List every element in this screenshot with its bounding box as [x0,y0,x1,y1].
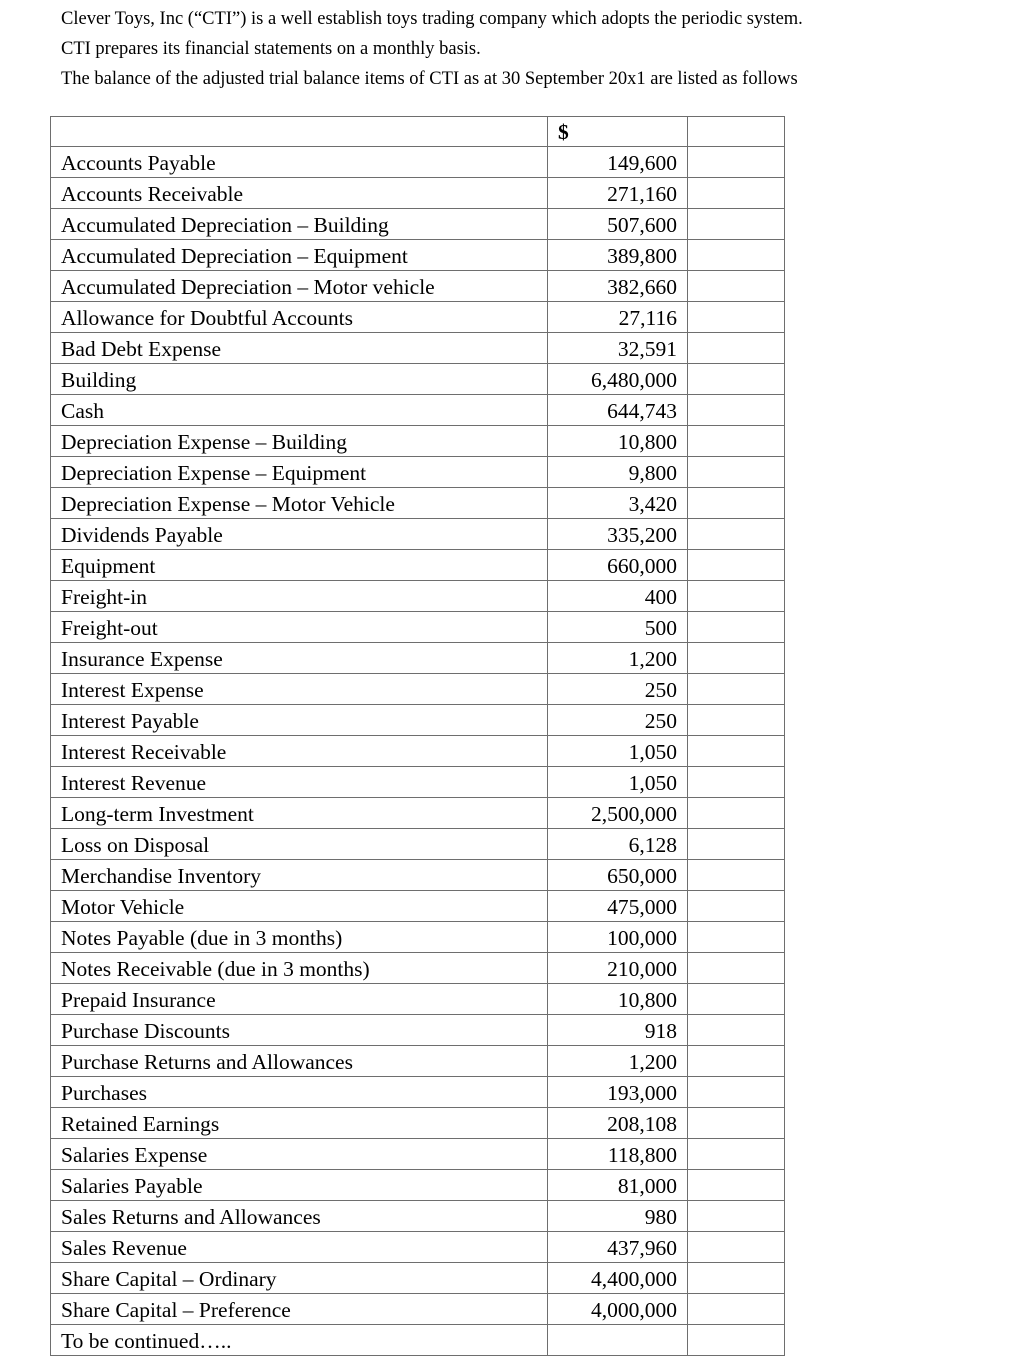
empty-cell [688,1170,785,1201]
empty-cell [688,1139,785,1170]
amount-cell: 382,660 [548,271,688,302]
table-row [51,984,785,1015]
empty-cell [688,736,785,767]
account-name-cell: Purchase Discounts [51,1015,548,1046]
table-row [51,1325,785,1356]
table-row [51,736,785,767]
empty-cell [688,333,785,364]
amount-cell: 400 [548,581,688,612]
table-row [51,767,785,798]
amount-cell: 193,000 [548,1077,688,1108]
empty-cell [688,581,785,612]
account-name-cell: Long-term Investment [51,798,548,829]
account-name-cell: Salaries Payable [51,1170,548,1201]
table-row [51,1139,785,1170]
amount-cell: 271,160 [548,178,688,209]
amount-cell: 1,050 [548,767,688,798]
amount-cell: 500 [548,612,688,643]
empty-cell [688,829,785,860]
table-row [51,488,785,519]
amount-cell: 6,128 [548,829,688,860]
account-name-cell: Interest Expense [51,674,548,705]
account-name-cell: Insurance Expense [51,643,548,674]
account-name-cell: Accumulated Depreciation – Building [51,209,548,240]
amount-cell: 918 [548,1015,688,1046]
header-currency-cell: $ [548,117,688,147]
table-row [51,302,785,333]
table-row [51,1263,785,1294]
amount-cell: 389,800 [548,240,688,271]
amount-cell: 208,108 [548,1108,688,1139]
table-row [51,364,785,395]
account-name-cell: Prepaid Insurance [51,984,548,1015]
account-name-cell: Bad Debt Expense [51,333,548,364]
account-name-cell: Purchase Returns and Allowances [51,1046,548,1077]
amount-cell: 27,116 [548,302,688,333]
empty-cell [688,1263,785,1294]
empty-cell [688,891,785,922]
amount-cell: 335,200 [548,519,688,550]
empty-cell [688,767,785,798]
account-name-cell: Sales Returns and Allowances [51,1201,548,1232]
amount-cell: 250 [548,674,688,705]
amount-cell: 32,591 [548,333,688,364]
table-header-row [51,117,785,147]
account-name-cell: Equipment [51,550,548,581]
intro-line-3: The balance of the adjusted trial balance items of CTI as at 30 September 20x1 are listed as follows [61,69,798,89]
amount-cell: 475,000 [548,891,688,922]
empty-cell [688,612,785,643]
account-name-cell: Interest Receivable [51,736,548,767]
table-row [51,581,785,612]
account-name-cell: Motor Vehicle [51,891,548,922]
account-name-cell: Interest Payable [51,705,548,736]
amount-cell: 250 [548,705,688,736]
table-row [51,674,785,705]
table-row [51,1046,785,1077]
header-account-cell [51,117,548,147]
trial-balance-table [50,116,785,1356]
table-row [51,798,785,829]
empty-cell [688,1015,785,1046]
empty-cell [688,798,785,829]
amount-cell: 1,050 [548,736,688,767]
amount-cell: 3,420 [548,488,688,519]
empty-cell [688,674,785,705]
empty-cell [688,395,785,426]
empty-cell [688,147,785,178]
account-name-cell: Accounts Receivable [51,178,548,209]
table-row [51,550,785,581]
empty-cell [688,1232,785,1263]
account-name-cell: Accounts Payable [51,147,548,178]
empty-cell [688,922,785,953]
empty-cell [688,488,785,519]
table-row [51,333,785,364]
account-name-cell: Merchandise Inventory [51,860,548,891]
amount-cell [548,1325,688,1356]
empty-cell [688,271,785,302]
table-row [51,891,785,922]
intro-text [61,4,961,94]
account-name-cell: To be continued….. [51,1325,548,1356]
table-row [51,1294,785,1325]
amount-cell: 2,500,000 [548,798,688,829]
account-name-cell: Depreciation Expense – Motor Vehicle [51,488,548,519]
table-row [51,519,785,550]
empty-cell [688,705,785,736]
account-name-cell: Dividends Payable [51,519,548,550]
table-row [51,178,785,209]
account-name-cell: Cash [51,395,548,426]
table-row [51,395,785,426]
amount-cell: 4,000,000 [548,1294,688,1325]
empty-cell [688,984,785,1015]
empty-cell [688,302,785,333]
amount-cell: 507,600 [548,209,688,240]
table-row [51,1077,785,1108]
amount-cell: 118,800 [548,1139,688,1170]
table-row [51,953,785,984]
account-name-cell: Freight-in [51,581,548,612]
table-row [51,1108,785,1139]
amount-cell: 660,000 [548,550,688,581]
empty-cell [688,1201,785,1232]
table-row [51,922,785,953]
account-name-cell: Depreciation Expense – Equipment [51,457,548,488]
account-name-cell: Purchases [51,1077,548,1108]
account-name-cell: Building [51,364,548,395]
account-name-cell: Salaries Expense [51,1139,548,1170]
header-extra-cell [688,117,785,147]
table-row [51,240,785,271]
empty-cell [688,519,785,550]
account-name-cell: Retained Earnings [51,1108,548,1139]
amount-cell: 1,200 [548,643,688,674]
empty-cell [688,240,785,271]
account-name-cell: Accumulated Depreciation – Motor vehicle [51,271,548,302]
amount-cell: 210,000 [548,953,688,984]
table-row [51,1170,785,1201]
table-row [51,1201,785,1232]
table-row [51,829,785,860]
amount-cell: 644,743 [548,395,688,426]
empty-cell [688,1108,785,1139]
empty-cell [688,550,785,581]
empty-cell [688,426,785,457]
empty-cell [688,364,785,395]
amount-cell: 437,960 [548,1232,688,1263]
table-row [51,1015,785,1046]
amount-cell: 10,800 [548,984,688,1015]
amount-cell: 1,200 [548,1046,688,1077]
intro-line-1: Clever Toys, Inc (“CTI”) is a well establish toys trading company which adopts the periodic system. [61,9,803,29]
empty-cell [688,643,785,674]
table-row [51,426,785,457]
amount-cell: 6,480,000 [548,364,688,395]
empty-cell [688,953,785,984]
empty-cell [688,178,785,209]
account-name-cell: Freight-out [51,612,548,643]
amount-cell: 980 [548,1201,688,1232]
amount-cell: 81,000 [548,1170,688,1201]
empty-cell [688,860,785,891]
table-row [51,643,785,674]
table-row [51,457,785,488]
account-name-cell: Notes Receivable (due in 3 months) [51,953,548,984]
empty-cell [688,209,785,240]
empty-cell [688,1046,785,1077]
table-row [51,705,785,736]
intro-line-2: CTI prepares its financial statements on a monthly basis. [61,39,481,59]
amount-cell: 10,800 [548,426,688,457]
account-name-cell: Allowance for Doubtful Accounts [51,302,548,333]
account-name-cell: Loss on Disposal [51,829,548,860]
account-name-cell: Interest Revenue [51,767,548,798]
account-name-cell: Depreciation Expense – Building [51,426,548,457]
account-name-cell: Sales Revenue [51,1232,548,1263]
amount-cell: 149,600 [548,147,688,178]
empty-cell [688,457,785,488]
table-row [51,209,785,240]
empty-cell [688,1294,785,1325]
table-row [51,612,785,643]
account-name-cell: Accumulated Depreciation – Equipment [51,240,548,271]
amount-cell: 4,400,000 [548,1263,688,1294]
amount-cell: 100,000 [548,922,688,953]
table-row [51,860,785,891]
account-name-cell: Notes Payable (due in 3 months) [51,922,548,953]
table-row [51,271,785,302]
account-name-cell: Share Capital – Ordinary [51,1263,548,1294]
amount-cell: 9,800 [548,457,688,488]
empty-cell [688,1325,785,1356]
table-row [51,1232,785,1263]
table-row [51,147,785,178]
empty-cell [688,1077,785,1108]
amount-cell: 650,000 [548,860,688,891]
account-name-cell: Share Capital – Preference [51,1294,548,1325]
